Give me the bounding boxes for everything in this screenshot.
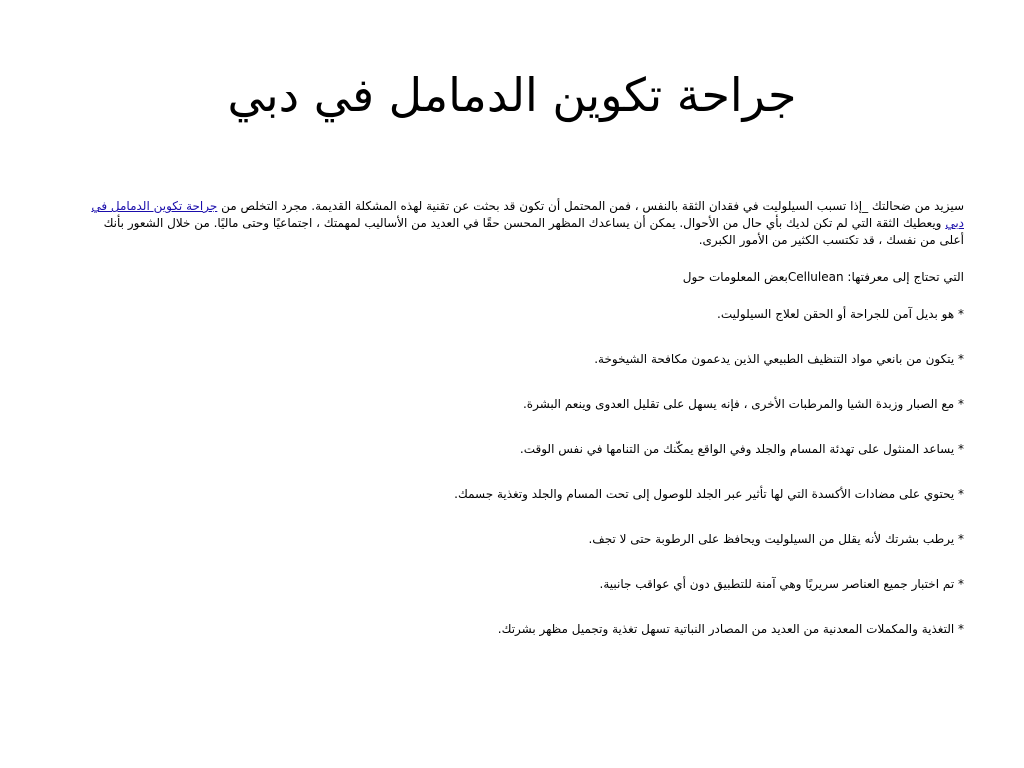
bullet-item: * يتكون من بانعي مواد التنظيف الطبيعي الذين يدعمون مكافحة الشيخوخة. <box>594 352 964 366</box>
bullet-item: * يحتوي على مضادات الأكسدة التي لها تأثير عبر الجلد للوصول إلى تحت المسام والجلد وتغذية جسمك. <box>454 487 964 501</box>
bullet-item: * يرطب بشرتك لأنه يقلل من السيلوليت ويحافظ على الرطوبة حتى لا تجف. <box>588 532 964 546</box>
bullet-item: * هو بديل آمن للجراحة أو الحقن لعلاج السيلوليت. <box>717 307 964 321</box>
surgery-link[interactable]: جراحة تكوين الدمامل في دبي <box>91 199 964 230</box>
info-line: التي تحتاج إلى معرفتها: Celluleanبعض المعلومات حول <box>682 270 964 284</box>
bullet-item: * تم اختبار جميع العناصر سريريًا وهي آمنة للتطبيق دون أي عواقب جانبية. <box>599 577 964 591</box>
bullet-item: * يساعد المنثول على تهدئة المسام والجلد وفي الواقع يمكّنك من التنامها في نفس الوقت. <box>519 442 964 456</box>
bullet-item: * التغذية والمكملات المعدنية من العديد من المصادر النباتية تسهل تغذية وتجميل مظهر بشرتك. <box>497 622 964 636</box>
slide-body <box>84 198 964 666</box>
slide-title: جراحة تكوين الدمامل في دبي <box>227 68 797 122</box>
intro-text-before-link: سيزيد من ضحالتك _إذا تسبب السيلوليت في فقدان الثقة بالنفس ، فمن المحتمل أن تكون قد بحثت عن تقنية لهذه المشكلة القديمة. مجرد التخلص من <box>221 199 964 213</box>
intro-text-after-link: ويعطيك الثقة التي لم تكن لديك بأي حال من الأحوال. يمكن أن يساعدك المظهر المحسن حقًا في العديد من الأساليب لمهمتك ، اجتماعيًا وحتى ماليًا. من خلال الشعور بأنك أعلى من نفسك ، قد تكتسب الكثير من الأمور الكبرى. <box>103 216 964 247</box>
intro-paragraph <box>84 198 964 249</box>
bullet-item: * مع الصبار وزبدة الشيا والمرطبات الأخرى ، فإنه يسهل على تقليل العدوى وينعم البشرة. <box>522 397 964 411</box>
